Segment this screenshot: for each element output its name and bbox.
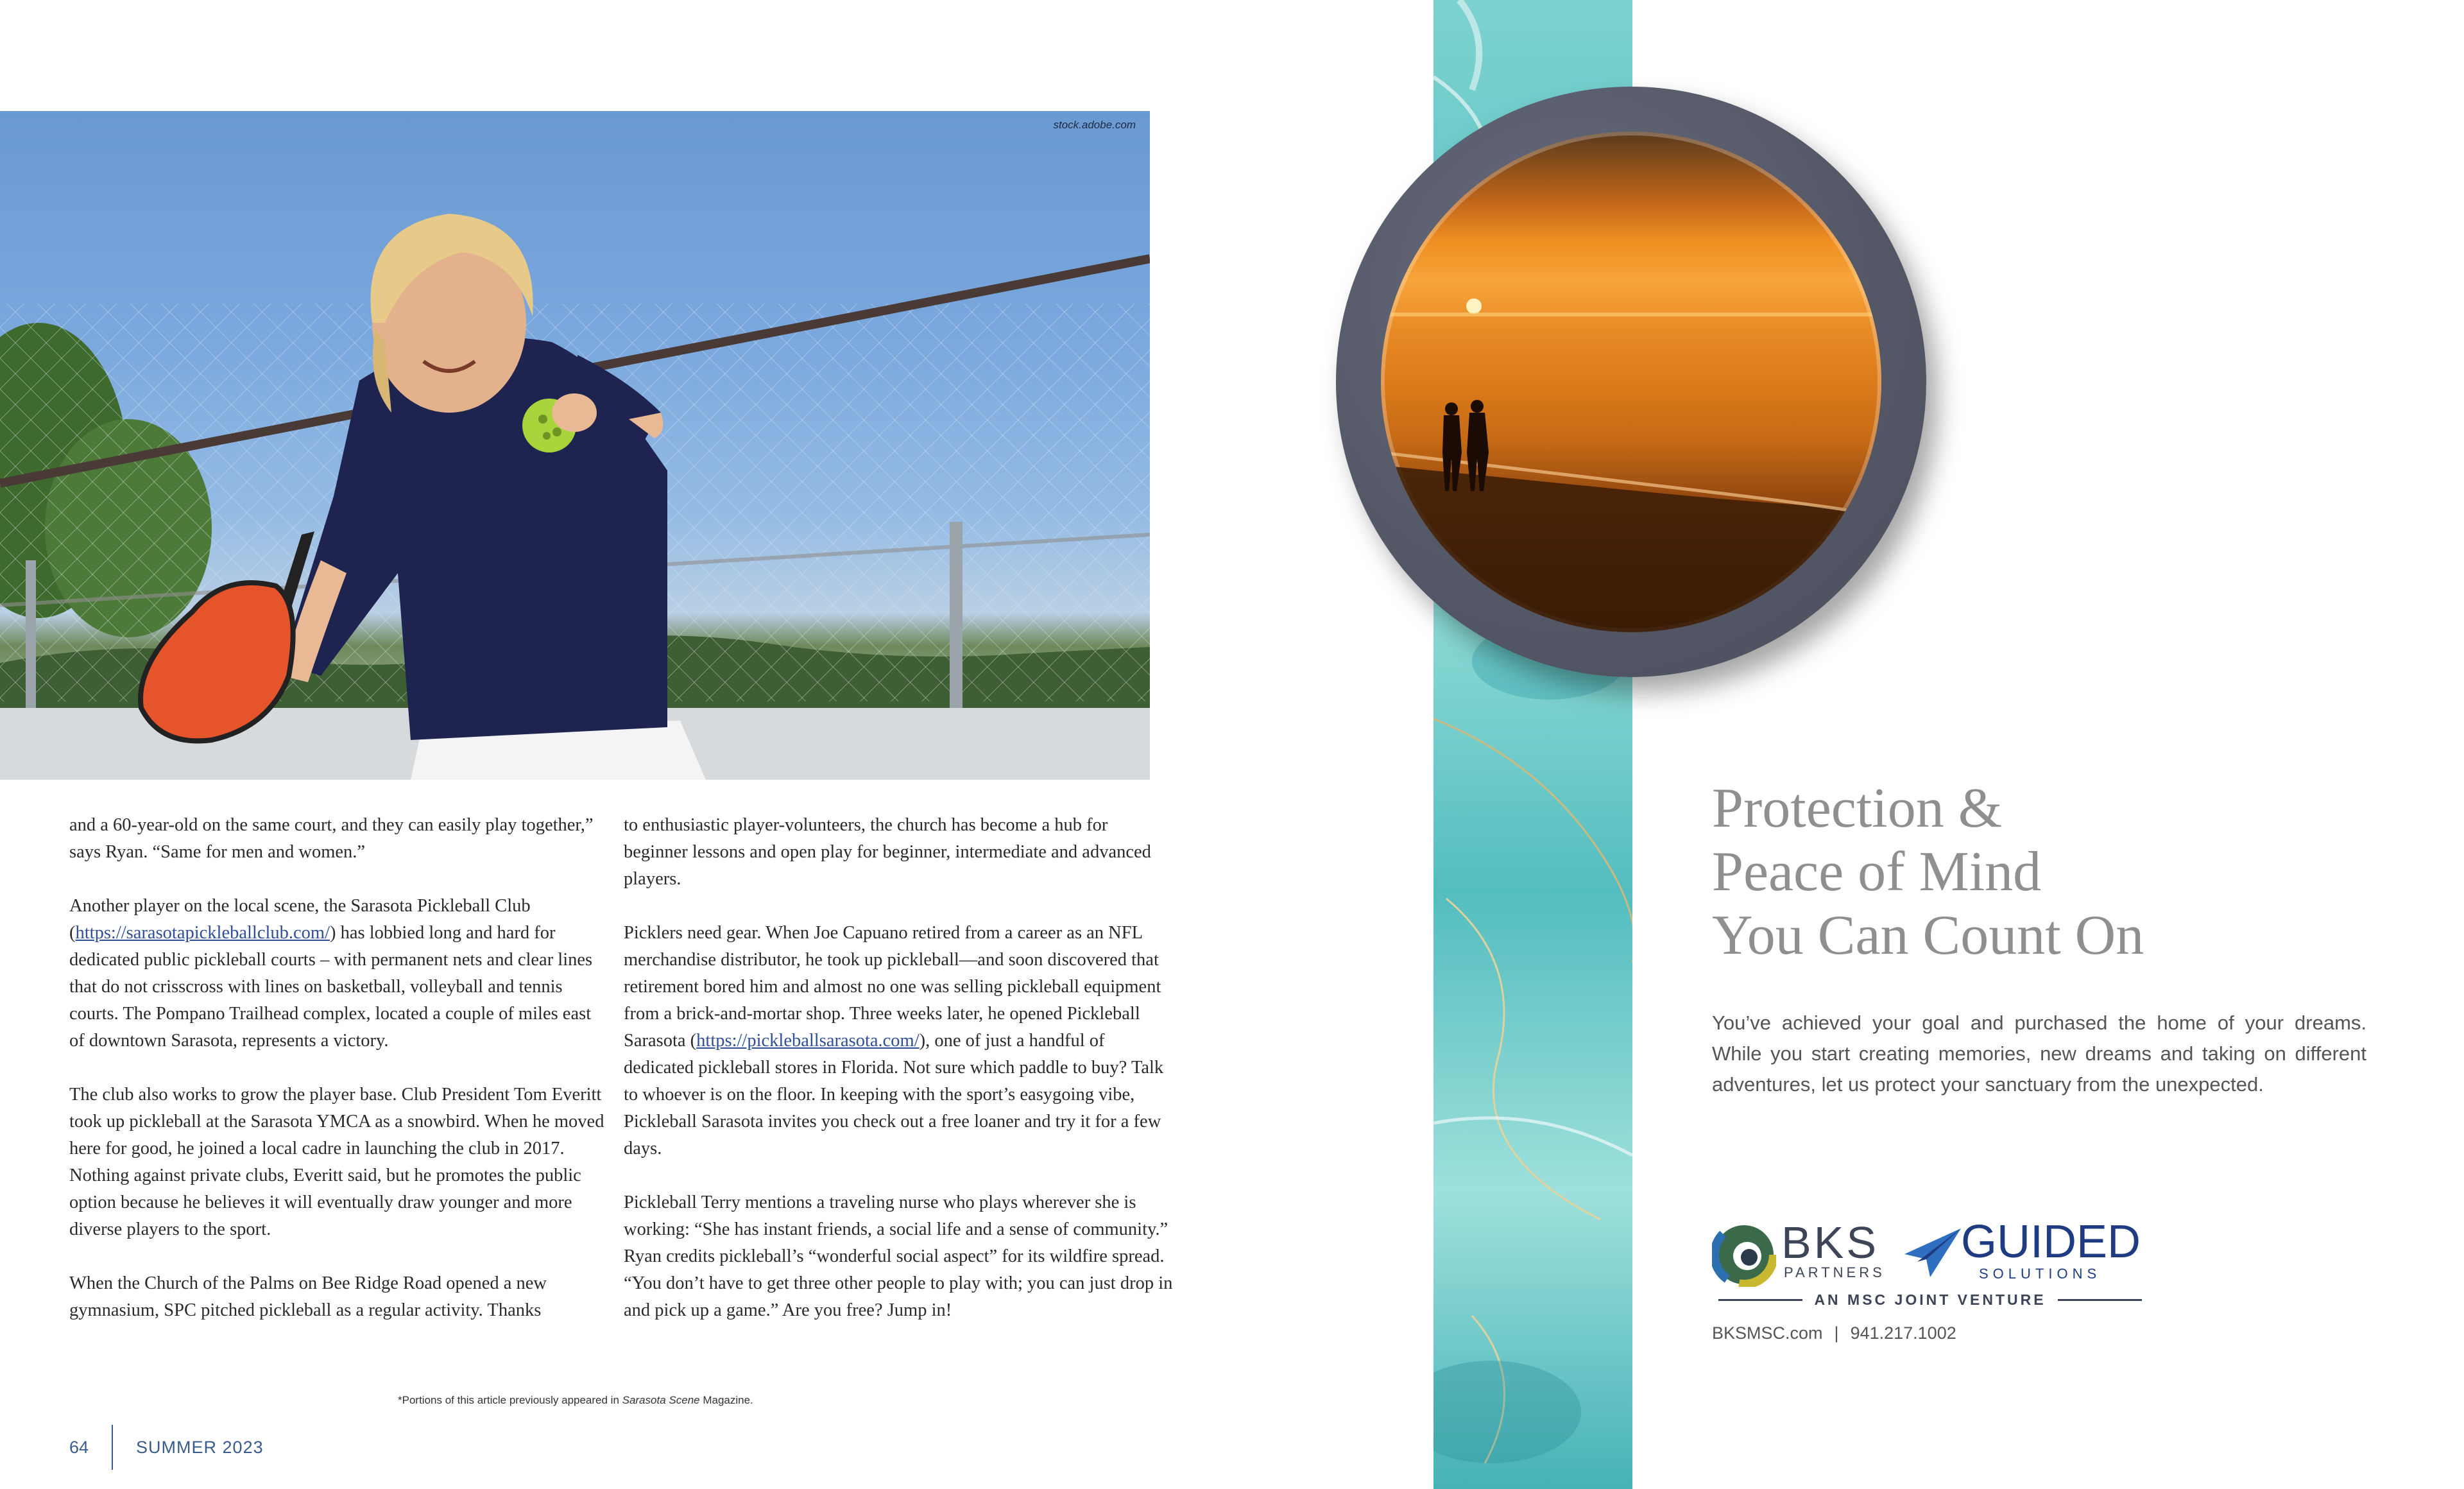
footnote-text-a: *Portions of this article previously appeared in (398, 1394, 622, 1406)
jv-line-right (2058, 1299, 2142, 1301)
column1-paragraph-2-text-b: ) has lobbied long and hard for dedicated public pickleball courts – with permanent nets and clear lines that do not crisscross with lines on basketball, volleyball and tennis courts. The Pompano Trailhead complex, located a couple of miles east of downtown Sarasota, represents a victory. (69, 923, 593, 1051)
contact-line (1712, 1323, 1956, 1343)
column1-paragraph-1: and a 60-year-old on the same court, and they can easily play together,” says Ryan. “Same for men and women.” (69, 815, 594, 862)
sarasota-pickleball-club-link[interactable]: https://sarasotapickleballclub.com/ (75, 923, 330, 943)
advertisement-page (1232, 0, 2464, 1489)
sunset-illustration (1381, 132, 1881, 632)
headline-line-2: Peace of Mind (1712, 841, 2042, 903)
sponsor-logos (1712, 1216, 2161, 1361)
column1-paragraph-3: The club also works to grow the player base. Club President Tom Everitt took up pickleball at the Sarasota YMCA as a snowbird. When he moved here for good, he joined a local cadre in launching the club in 2017. Nothing against private clubs, Everitt said, but he promotes the public option because he believes it will eventually draw younger and more diverse players to the sport. (69, 1085, 604, 1239)
photo-illustration (0, 111, 1150, 780)
page-number: 64 (69, 1437, 89, 1457)
column2-paragraph-2-text-b: ), one of just a handful of dedicated pickleball stores in Florida. Not sure which paddle to buy? Talk to whoever is on the floor. In keeping with the sport’s easygoing vibe, Pickleball Sarasota invites you check out a free loaner and try it for a few days. (624, 1031, 1164, 1158)
article-column-1 (69, 812, 608, 1351)
footnote (398, 1394, 753, 1407)
ad-body-copy: You’ve achieved your goal and purchased the home of your dreams. While you start creating memories, new dreams and taking on different adventures, let us protect your sanctuary from the unexpected. (1712, 1011, 2366, 1096)
bks-swirl-icon (1712, 1223, 1776, 1290)
bks-logo-name: BKS (1781, 1218, 1879, 1268)
pickleball-sarasota-link[interactable]: https://pickleballsarasota.com/ (696, 1031, 920, 1051)
headline-line-3: You Can Count On (1712, 904, 2144, 967)
pickleball-boy-photo (0, 111, 1150, 780)
footnote-magazine-name: Sarasota Scene (622, 1394, 700, 1406)
bks-logo-subtitle: PARTNERS (1784, 1264, 1885, 1280)
jv-line-left (1718, 1299, 1802, 1301)
guided-logo-subtitle: SOLUTIONS (1979, 1266, 2101, 1282)
column2-paragraph-2 (624, 920, 1176, 1162)
joint-venture-label: AN MSC JOINT VENTURE (1814, 1291, 2046, 1308)
headline-line-1: Protection & (1712, 777, 2003, 839)
column2-paragraph-2-text-a: Picklers need gear. When Joe Capuano retired from a career as an NFL merchandise distributor, he took up pickleball—and soon discovered that retirement bored him and almost no one was selling pickleball equipment from a brick-and-mortar shop. Three weeks later, he opened Pickleball Sarasota ( (624, 923, 1161, 1051)
column1-paragraph-2 (69, 893, 608, 1054)
website-link[interactable]: BKSMSC.com (1712, 1323, 1823, 1343)
column2-paragraph-1: to enthusiastic player-volunteers, the church has become a hub for beginner lessons and open play for beginner, intermediate and advanced players. (624, 815, 1151, 889)
sunset-beach-couple-photo (1381, 132, 1881, 632)
page-folio (69, 1425, 264, 1470)
column1-paragraph-4: When the Church of the Palms on Bee Ridge Road opened a new gymnasium, SPC pitched pickleball as a regular activity. Thanks (69, 1273, 547, 1320)
article-column-2 (624, 812, 1176, 1351)
contact-separator: | (1834, 1323, 1839, 1343)
issue-name: SUMMER 2023 (136, 1437, 264, 1457)
phone-number[interactable]: 941.217.1002 (1850, 1323, 1956, 1343)
footnote-text-b: Magazine. (699, 1394, 753, 1406)
column2-paragraph-3: Pickleball Terry mentions a traveling nurse who plays wherever she is working: “She has instant friends, a social life and a sense of community.” Ryan credits pickleball’s “wonderful social aspect” for its wildfire spread. “You don’t have to get three other people to play with; you can just drop in and pick up a game.” Are you free? Jump in! (624, 1192, 1173, 1320)
joint-venture-row (1718, 1291, 2142, 1309)
column1-paragraph-2-text-a: Another player on the local scene, the Sarasota Pickleball Club ( (69, 896, 531, 943)
photo-credit: stock.adobe.com (1053, 119, 1136, 131)
paper-plane-icon (1904, 1228, 1961, 1280)
guided-logo-name: GUIDED (1961, 1216, 2141, 1268)
ad-headline (1712, 777, 2144, 967)
